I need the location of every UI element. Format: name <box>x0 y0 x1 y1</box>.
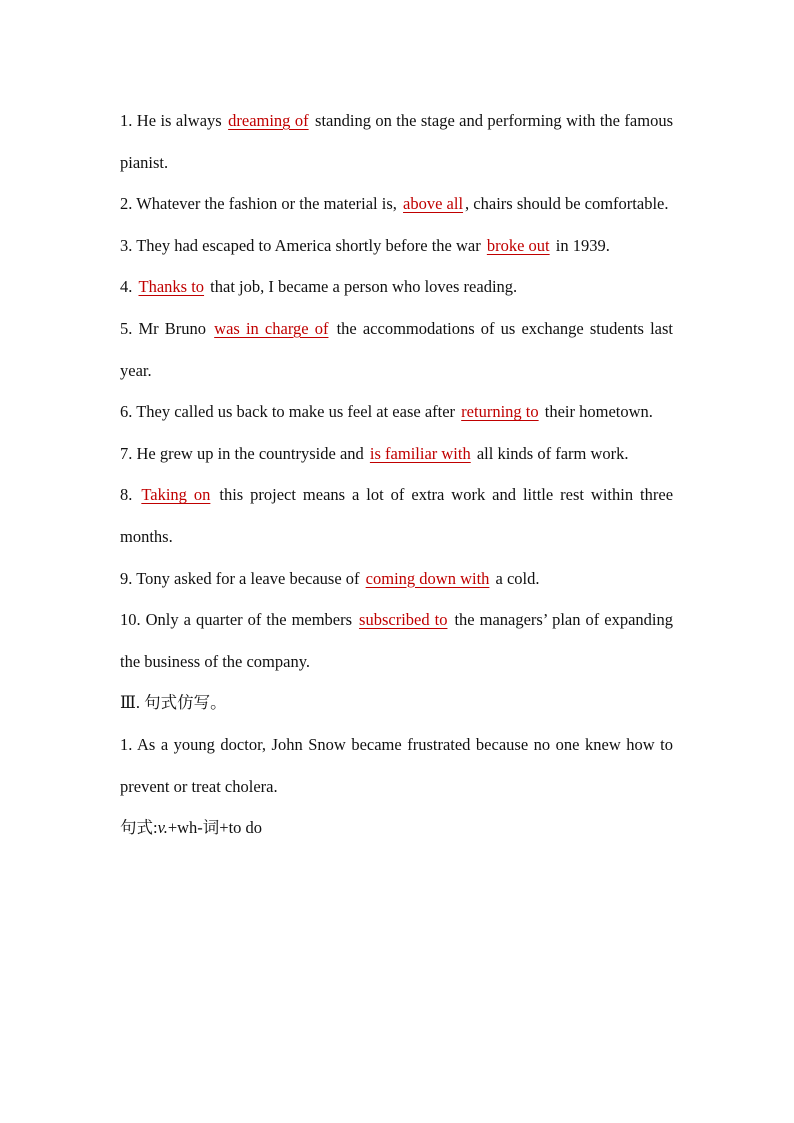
item-number: 3. <box>120 235 133 255</box>
answer-blank: returning to <box>461 402 539 422</box>
item-text-after: the managers’ plan of expanding the business of the company. <box>120 610 673 671</box>
item-text-before: Tony asked for a leave because of <box>136 568 360 588</box>
item-text-after: their hometown. <box>544 402 653 422</box>
item-number: 5. <box>120 318 133 338</box>
item-text-before: He is always <box>136 111 222 130</box>
section-title: . 句式仿写。 <box>135 693 227 713</box>
list-item <box>120 100 673 183</box>
list-item <box>120 433 673 475</box>
list-item <box>120 558 673 600</box>
item-number: 10. <box>120 610 141 630</box>
pattern-verb: v. <box>157 818 168 838</box>
item-text-before: He grew up in the countryside and <box>136 443 364 463</box>
sentence-pattern <box>120 807 673 849</box>
item-text-after: , chairs should be comfortable. <box>465 194 669 214</box>
item-text-after: standing on the stage and performing with the famous pianist. <box>120 111 673 172</box>
answer-blank: is familiar with <box>369 443 471 463</box>
item-text-after: all kinds of farm work. <box>476 443 629 463</box>
item-number: 8. <box>120 485 133 505</box>
answer-blank: was in charge of <box>214 318 329 338</box>
item-text-before: They had escaped to America shortly before the war <box>136 235 481 255</box>
answer-blank: broke out <box>486 235 550 255</box>
answer-blank: subscribed to <box>359 610 448 630</box>
item-number: 2. <box>120 194 133 214</box>
list-item <box>120 308 673 391</box>
exercise-item <box>120 724 673 807</box>
item-number: 1. <box>120 111 133 130</box>
answer-blank: above all <box>403 194 464 214</box>
item-text-after: that job, I became a person who loves reading. <box>210 277 518 297</box>
item-text-after: in 1939. <box>555 235 610 255</box>
section-heading <box>120 682 673 724</box>
document-page <box>120 100 673 849</box>
answer-blank: coming down with <box>365 568 490 588</box>
item-text-before: They called us back to make us feel at ease after <box>136 402 456 422</box>
item-text-before: Whatever the fashion or the material is, <box>136 194 397 214</box>
list-item <box>120 183 673 225</box>
item-text-after: this project means a lot of extra work and little rest within three months. <box>120 485 674 546</box>
item-number: 7. <box>120 443 133 463</box>
item-number: 4. <box>120 277 133 297</box>
pattern-rest: +wh-词+to do <box>167 818 263 838</box>
list-item <box>120 474 673 557</box>
item-text-before: Mr Bruno <box>138 318 207 338</box>
list-item <box>120 266 673 308</box>
answer-blank: Taking on <box>141 485 211 505</box>
answer-blank: dreaming of <box>228 111 309 130</box>
section-roman-numeral: Ⅲ <box>120 693 136 713</box>
answer-blank: Thanks to <box>138 277 205 297</box>
item-text-after: a cold. <box>495 568 540 588</box>
list-item <box>120 225 673 267</box>
list-item <box>120 391 673 433</box>
list-item <box>120 599 673 682</box>
item-number: 9. <box>120 568 133 588</box>
item-text-before: Only a quarter of the members <box>145 610 353 630</box>
item-number: 6. <box>120 402 133 422</box>
item-text-after: the accommodations of us exchange students last year. <box>120 318 673 380</box>
item-number: 1. <box>120 734 133 754</box>
pattern-label: 句式: <box>120 818 158 838</box>
exercise-text: As a young doctor, John Snow became frustrated because no one knew how to prevent or treat cholera. <box>120 734 674 796</box>
